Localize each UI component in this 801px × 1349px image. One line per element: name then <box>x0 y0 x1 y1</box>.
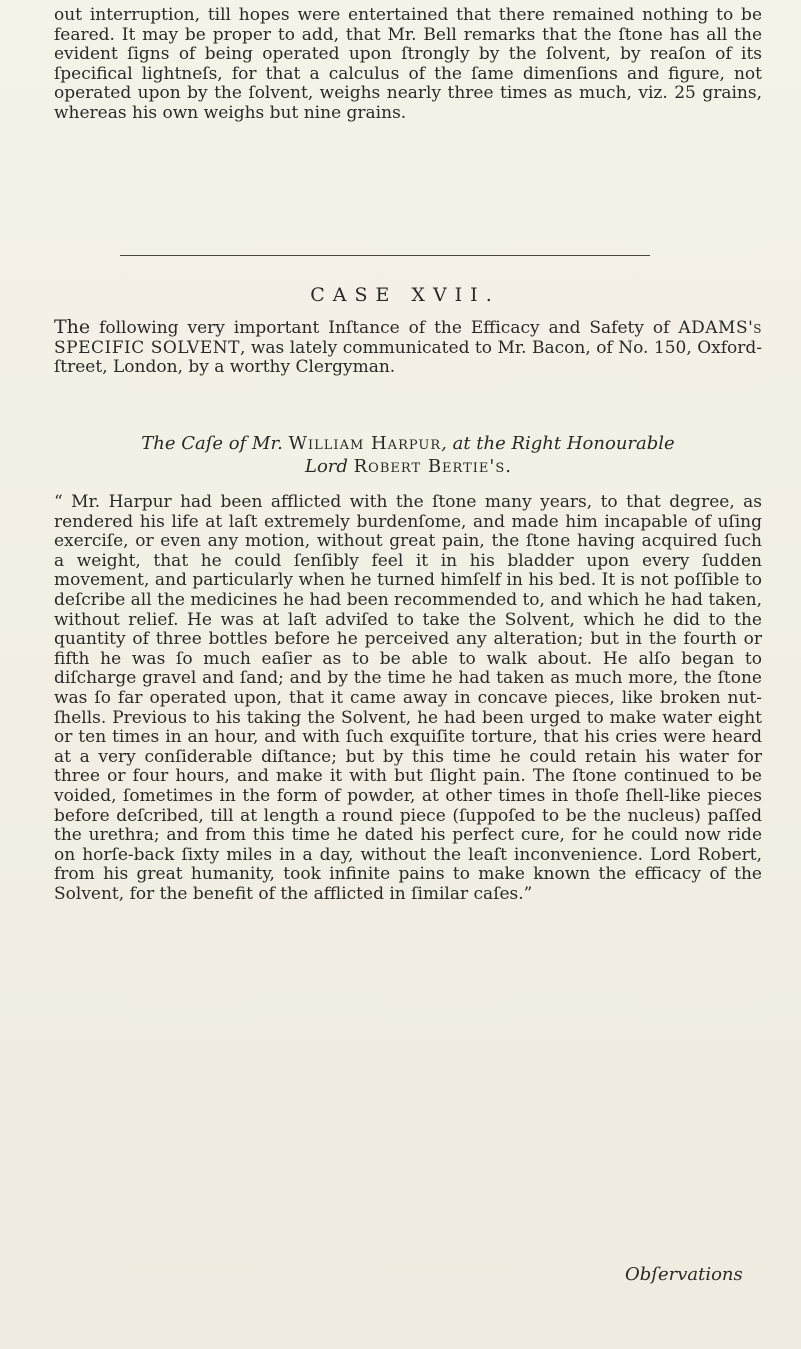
case-lead-text <box>54 318 762 378</box>
lead-part-1: following very important Inſtance of the Efficacy and Safety of <box>90 318 679 338</box>
case-title-line-1 <box>54 432 762 455</box>
lead-initial: The <box>54 316 91 338</box>
title-part-1: The Caſe of Mr. <box>141 433 289 454</box>
title-part-3: Lord <box>304 456 354 477</box>
case-heading: CASE XVII. <box>310 284 500 306</box>
case-title <box>54 432 762 478</box>
intro-text: out interruption, till hopes were entertained that there remained nothing to be feared. It may be proper to add, that Mr. Bell remarks that the ſtone has all the evident ſigns of being operated upon ſtrongly by the ſolvent, by reaſon of its ſpecifical lightneſs, for that a calculus of the ſame dimenſions and figure, not operated upon by the ſolvent, weighs nearly three times as much, viz. 25 grains, whereas his own weighs but nine grains. <box>54 5 762 123</box>
catchword: Obſervations <box>625 1264 743 1285</box>
title-part-2: , at the Right Honourable <box>441 433 675 454</box>
case-title-line-2 <box>54 455 762 478</box>
case-narrative <box>54 493 762 904</box>
product-name: ADAMS's SPECIFIC SOLVENT <box>54 318 762 358</box>
lead-part-2: , was lately communicated to Mr. Bacon, of No. 150, Oxford-ſtreet, London, by a worthy Clergyman. <box>54 337 762 378</box>
title-part-4: . <box>505 456 511 477</box>
narrative-text: “ Mr. Harpur had been afflicted with the ſtone many years, to that degree, as rendered his life at laſt extremely burdenſome, and made him incapable of uſing exerciſe, or even any motion, without great pain, the ſtone having acquired ſuch a weight, that he could ſenſibly feel it in his bladder upon every ſudden movement, and particularly when he turned himſelf in his bed. It is not poſſible to deſcribe all the medicines he had been recommended to, and which he had taken, without relief. He was at laſt adviſed to take the Solvent, which he did to the quantity of three bottles before he perceived any alteration; but in the fourth or fifth he was ſo much eaſier as to be able to walk about. He alſo began to diſcharge gravel and ſand; and by the time he had taken as much more, the ſtone was ſo far operated upon, that it came away in concave pieces, like broken nut-ſhells. Previous to his taking the Solvent, he had been urged to make water eight or ten times in an hour, and with ſuch exquiſite torture, that his cries were heard at a very conſiderable diſtance; but by this time he could retain his water for three or four hours, and make it with but ſlight pain. The ſtone continued to be voided, ſometimes in the form of powder, at other times in thoſe ſhell-like pieces before deſcribed, till at length a round piece (ſuppoſed to be the nucleus) paſſed the urethra; and from this time he dated his perfect cure, for he could now ride on horſe-back ſixty miles in a day, without the leaſt inconvenience. Lord Robert, from his great humanity, took infinite pains to make known the efficacy of the Solvent, for the benefit of the afflicted in ſimilar caſes.” <box>54 492 762 904</box>
patient-name: William Harpur <box>288 433 442 454</box>
intro-paragraph <box>54 6 762 124</box>
case-lead-paragraph <box>54 318 762 378</box>
section-divider <box>120 255 650 256</box>
lord-name: Robert Bertie's <box>353 456 506 477</box>
